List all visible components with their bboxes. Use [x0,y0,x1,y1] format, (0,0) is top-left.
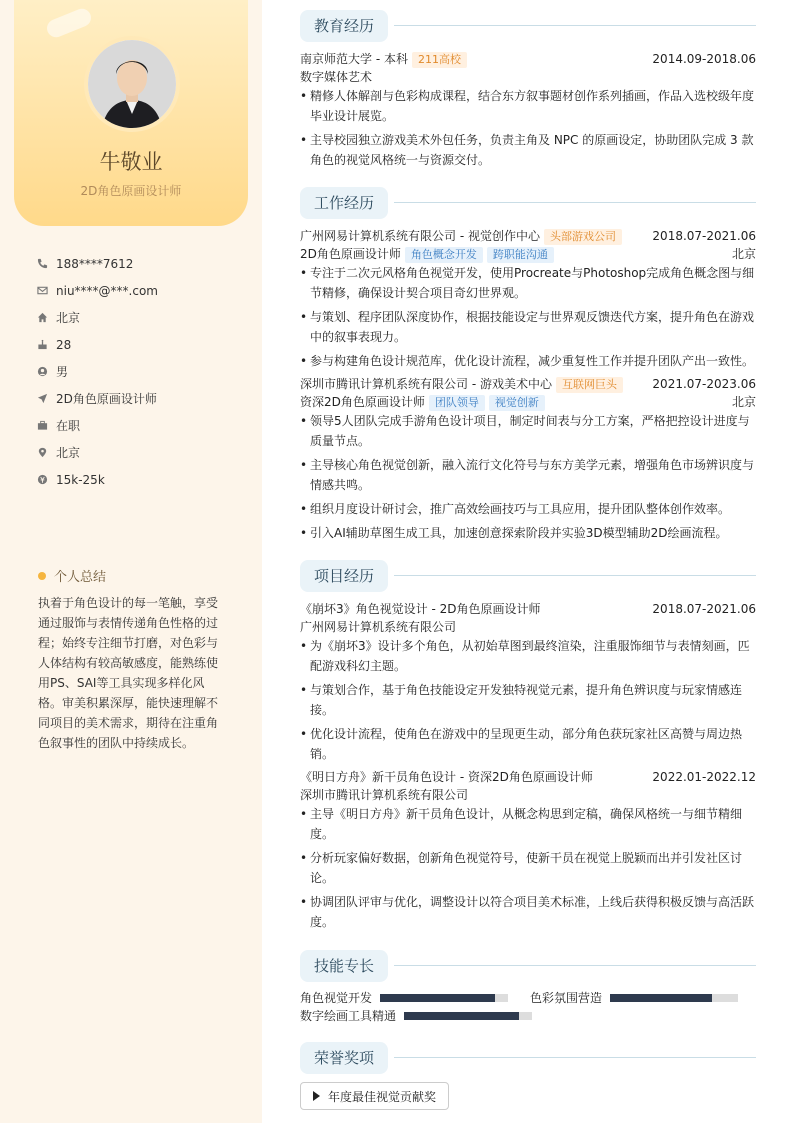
info-status [36,412,246,439]
list-item: • 引入AI辅助草图生成工具，加速创意探索阶段并实验3D模型辅助2D绘画流程。 [300,523,756,543]
project-name: 《明日方舟》新干员角色设计 - 资深2D角色原画设计师 [300,770,593,784]
job-role-tag: 角色概念开发 [405,247,483,263]
section-title: 项目经历 [300,560,388,592]
contact-info [36,250,246,493]
skill-item [300,990,508,1006]
profile-card [14,0,248,226]
job-company: 广州网易计算机系统有限公司 - 视觉创作中心 [300,229,540,243]
list-item: • 专注于二次元风格角色视觉开发，使用Procreate与Photoshop完成角色概念图与细节精修，确保设计契合项目奇幻世界观。 [300,263,756,303]
skill-name: 色彩氛围营造 [530,991,603,1005]
gender-icon [36,366,48,378]
list-item: • 组织月度设计研讨会，推广高效绘画技巧与工具应用，提升团队整体创作效率。 [300,499,756,519]
job-role-tag: 团队领导 [429,395,485,411]
list-item: • 分析玩家偏好数据，创新角色视觉符号，使新干员在视觉上脱颖而出并引发社区讨论。 [300,848,756,888]
summary-text: 执着于角色设计的每一笔触，享受通过服饰与表情传递角色性格的过程；始终专注细节打磨，对色彩与人体结构有较高敏感度，能熟练使用PS、SAI等工具实现多样化风格。审美积累深厚，能快速理解不同项目的美术需求，期待在注重角色叙事性的团队中持续成长。 [38,596,219,750]
job-company-tag: 头部游戏公司 [544,229,622,245]
section-title: 教育经历 [300,10,388,42]
section-title: 荣誉奖项 [300,1042,388,1074]
info-email-text: niu****@***.com [56,283,158,298]
section-work [300,187,756,219]
project-org: 广州网易计算机系统有限公司 [300,620,457,634]
cake-icon [36,339,48,351]
info-job [36,385,246,412]
play-triangle-icon [313,1091,320,1101]
list-item: • 参与构建角色设计规范库，优化设计流程，减少重复性工作并提升团队产出一致性。 [300,351,756,371]
info-status-text: 在职 [56,419,81,433]
job-role-tag: 跨职能沟通 [487,247,554,263]
skill-bar [380,994,508,1002]
list-item: • 优化设计流程，使角色在游戏中的呈现更生动，部分角色获玩家社区高赞与周边热销。 [300,724,756,764]
section-title: 技能专长 [300,950,388,982]
skill-name: 角色视觉开发 [300,991,373,1005]
phone-icon [36,258,48,270]
education-major: 数字媒体艺术 [300,70,373,84]
project-org: 深圳市腾讯计算机系统有限公司 [300,788,469,802]
mail-icon [36,285,48,297]
list-item: • 协调团队评审与优化，调整设计以符合项目美术标准，上线后获得积极反馈与高活跃度。 [300,892,756,932]
section-divider [394,965,756,966]
info-location-text: 北京 [56,446,81,460]
sidebar [0,0,262,1123]
project-header [300,600,756,618]
location-icon [36,447,48,459]
section-divider [394,25,756,26]
list-item: • 主导核心角色视觉创新，融入流行文化符号与东方美学元素，增强角色市场辨识度与情感共鸣。 [300,455,756,495]
info-residence [36,304,246,331]
skill-item [300,1008,532,1024]
skill-item [530,990,738,1006]
home-icon [36,312,48,324]
education-tag: 211高校 [412,52,467,68]
list-item: • 与策划、程序团队深度协作，根据技能设定与世界观反馈迭代方案，提升角色在游戏中的叙事表现力。 [300,307,756,347]
section-awards [300,1042,756,1074]
job-city: 北京 [731,395,756,409]
job-period: 2018.07-2021.06 [652,229,756,243]
skill-bar [404,1012,532,1020]
info-gender [36,358,246,385]
person-title: 2D角色原画设计师 [80,184,182,198]
info-location [36,439,246,466]
project-period: 2022.01-2022.12 [652,770,756,784]
info-job-text: 2D角色原画设计师 [56,392,157,406]
job-role-row [300,393,756,411]
avatar [84,36,180,132]
award-label: 年度最佳视觉贡献奖 [328,1089,437,1104]
decoration-shape [44,6,93,40]
job-role: 资深2D角色原画设计师 [300,395,425,409]
list-item: • 与策划合作，基于角色技能设定开发独特视觉元素，提升角色辨识度与玩家情感连接。 [300,680,756,720]
summary-heading-text: 个人总结 [54,570,107,585]
summary-heading [38,566,106,585]
send-icon [36,393,48,405]
job-company: 深圳市腾讯计算机系统有限公司 - 游戏美术中心 [300,377,552,391]
section-projects [300,560,756,592]
job-city: 北京 [731,247,756,261]
job-role-row [300,245,756,263]
skill-bar-fill [404,1012,519,1020]
info-residence-text: 北京 [56,311,81,325]
avatar-photo-icon [88,40,176,128]
job-role: 2D角色原画设计师 [300,247,401,261]
project-name: 《崩坏3》角色视觉设计 - 2D角色原画设计师 [300,602,541,616]
list-item: • 主导《明日方舟》新干员角色设计，从概念构思到定稿，确保风格统一与细节精细度。 [300,804,756,844]
skill-bar [610,994,738,1002]
person-name: 牛敬业 [99,150,163,174]
info-age-text: 28 [56,337,72,352]
award-item[interactable] [300,1082,449,1110]
list-item: • 为《崩坏3》设计多个角色，从初始草图到最终渲染，注重服饰细节与表情刻画，匹配游戏科幻主题。 [300,636,756,676]
section-skills [300,950,756,982]
section-title: 工作经历 [300,187,388,219]
list-item: • 精修人体解剖与色彩构成课程，结合东方叙事题材创作系列插画，作品入选校级年度毕业设计展览。 [300,86,756,126]
section-divider [394,1057,756,1058]
salary-icon [36,474,48,486]
section-divider [394,575,756,576]
info-salary-text: 15k-25k [56,472,105,487]
education-header [300,50,756,68]
list-item: • 主导校园独立游戏美术外包任务，负责主角及 NPC 的原画设定，协助团队完成 3 款角色的视觉风格统一与资源交付。 [300,130,756,170]
section-divider [394,202,756,203]
info-salary [36,466,246,493]
briefcase-icon [36,420,48,432]
project-header [300,768,756,786]
skill-bar-fill [610,994,712,1002]
project-period: 2018.07-2021.06 [652,602,756,616]
summary-dot-icon [38,572,46,580]
info-phone-text: 188****7612 [56,256,134,271]
skill-bar-fill [380,994,495,1002]
job-company-tag: 互联网巨头 [556,377,623,393]
job-role-tag: 视觉创新 [489,395,545,411]
skill-name: 数字绘画工具精通 [300,1009,397,1023]
section-education [300,10,756,42]
list-item: • 领导5人团队完成手游角色设计项目，制定时间表与分工方案，严格把控设计进度与质量节点。 [300,411,756,451]
info-email [36,277,246,304]
job-header [300,375,756,393]
info-phone [36,250,246,277]
education-school: 南京师范大学 - 本科 [300,52,408,66]
info-age [36,331,246,358]
job-header [300,227,756,245]
job-period: 2021.07-2023.06 [652,377,756,391]
education-period: 2014.09-2018.06 [652,52,756,66]
info-gender-text: 男 [56,365,69,379]
